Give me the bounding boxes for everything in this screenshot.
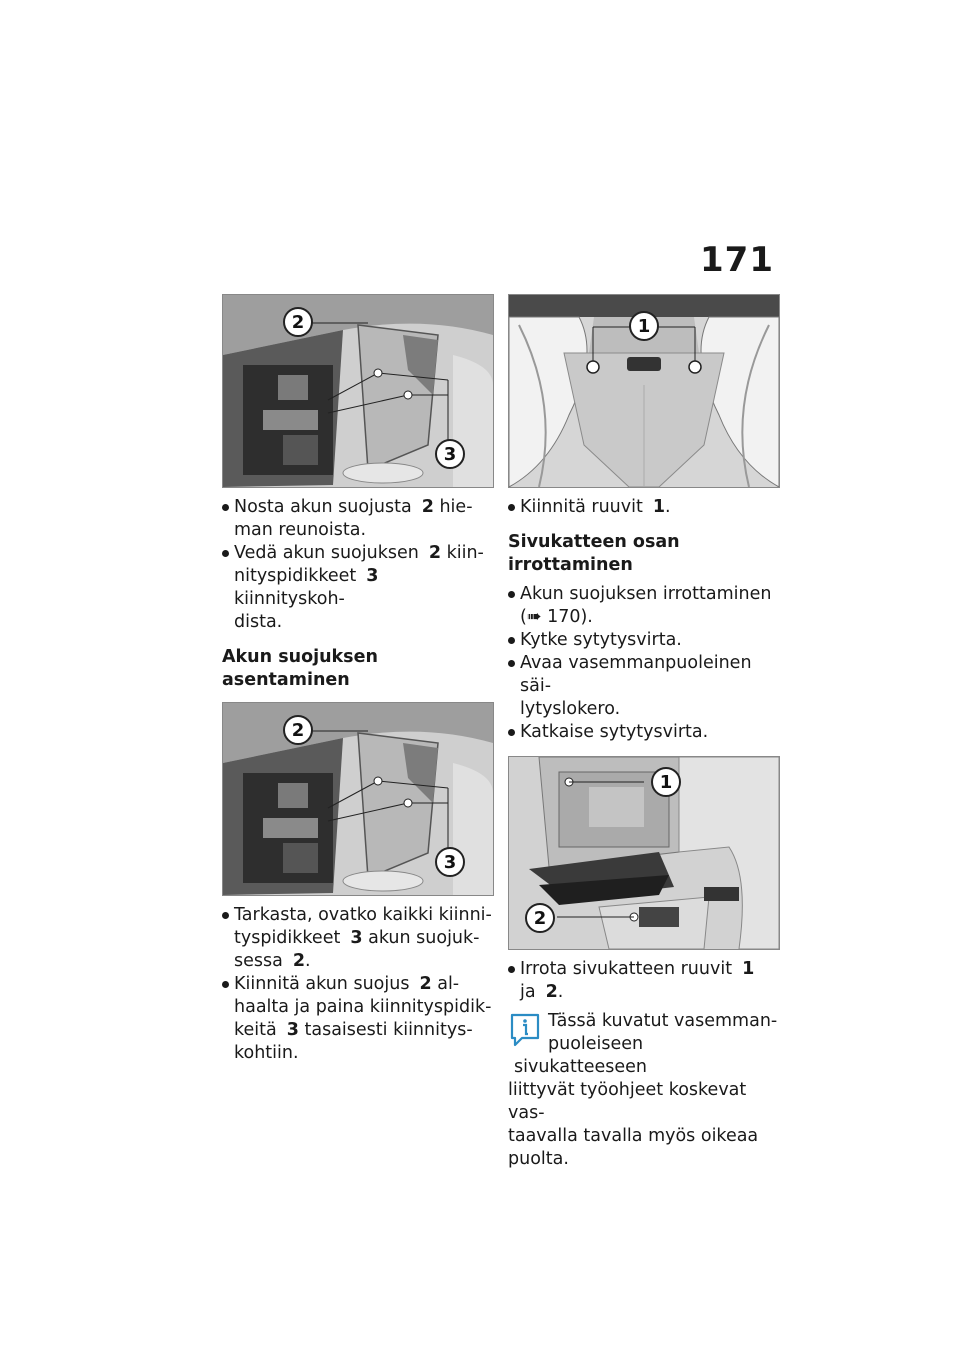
list-item: Tarkasta, ovatko kaikki kiinni- tyspidikkeet 3 akun suojuk- sessa 2. [222, 904, 494, 973]
callout-3: 3 [435, 439, 465, 469]
section-heading-side-panel: Sivukatteen osan irrottaminen [508, 532, 680, 575]
list-item: Nosta akun suojusta 2 hie- man reunoista. [222, 496, 494, 542]
callout-1: 1 [651, 767, 681, 797]
callout-3: 3 [435, 847, 465, 877]
steps-installation [222, 904, 494, 1065]
page-number: 171 [700, 240, 774, 280]
list-item: Akun suojuksen irrottaminen (➠ 170). [508, 583, 780, 629]
right-column [508, 294, 780, 1171]
list-item: Kiinnitä ruuvit 1. [508, 496, 780, 519]
figure-battery-cover-installation [222, 702, 494, 896]
steps-fasten [508, 496, 780, 519]
list-item: Kiinnitä akun suojus 2 al- haalta ja paina kiinnityspidik- keitä 3 tasaisesti kiinnitys- kohtiin. [222, 973, 494, 1065]
callout-2: 2 [283, 307, 313, 337]
callout-2: 2 [283, 715, 313, 745]
steps-remove-screws [508, 958, 780, 1004]
callout-2: 2 [525, 903, 555, 933]
info-note: Tässä kuvatut vasemman- puoleiseen sivukatteeseen liittyvät työohjeet koskevat vas- taavalla tavalla myös oikeaa puolta. [508, 1011, 778, 1169]
steps-removal [222, 496, 494, 634]
list-item: Kytke sytytysvirta. [508, 629, 780, 652]
figure-side-panel-screws [508, 294, 780, 488]
list-item: Katkaise sytytysvirta. [508, 721, 780, 744]
page-reference[interactable]: 170 [547, 607, 581, 627]
figure-storage-compartment [508, 756, 780, 950]
left-column [222, 294, 494, 1065]
list-item: Vedä akun suojuksen 2 kiin- nityspidikkeet 3 kiinnityskoh- dista. [222, 542, 494, 634]
list-item: Irrota sivukatteen ruuvit 1 ja 2. [508, 958, 780, 1004]
section-heading-installation: Akun suojuksen asentaminen [222, 647, 378, 690]
callout-1: 1 [629, 311, 659, 341]
info-icon [508, 1012, 542, 1048]
steps-side-panel [508, 583, 780, 744]
arrow-ref-icon: ➠ [526, 607, 542, 627]
list-item: Avaa vasemmanpuoleinen säi- lytyslokero. [508, 652, 780, 721]
figure-battery-cover-removal [222, 294, 494, 488]
